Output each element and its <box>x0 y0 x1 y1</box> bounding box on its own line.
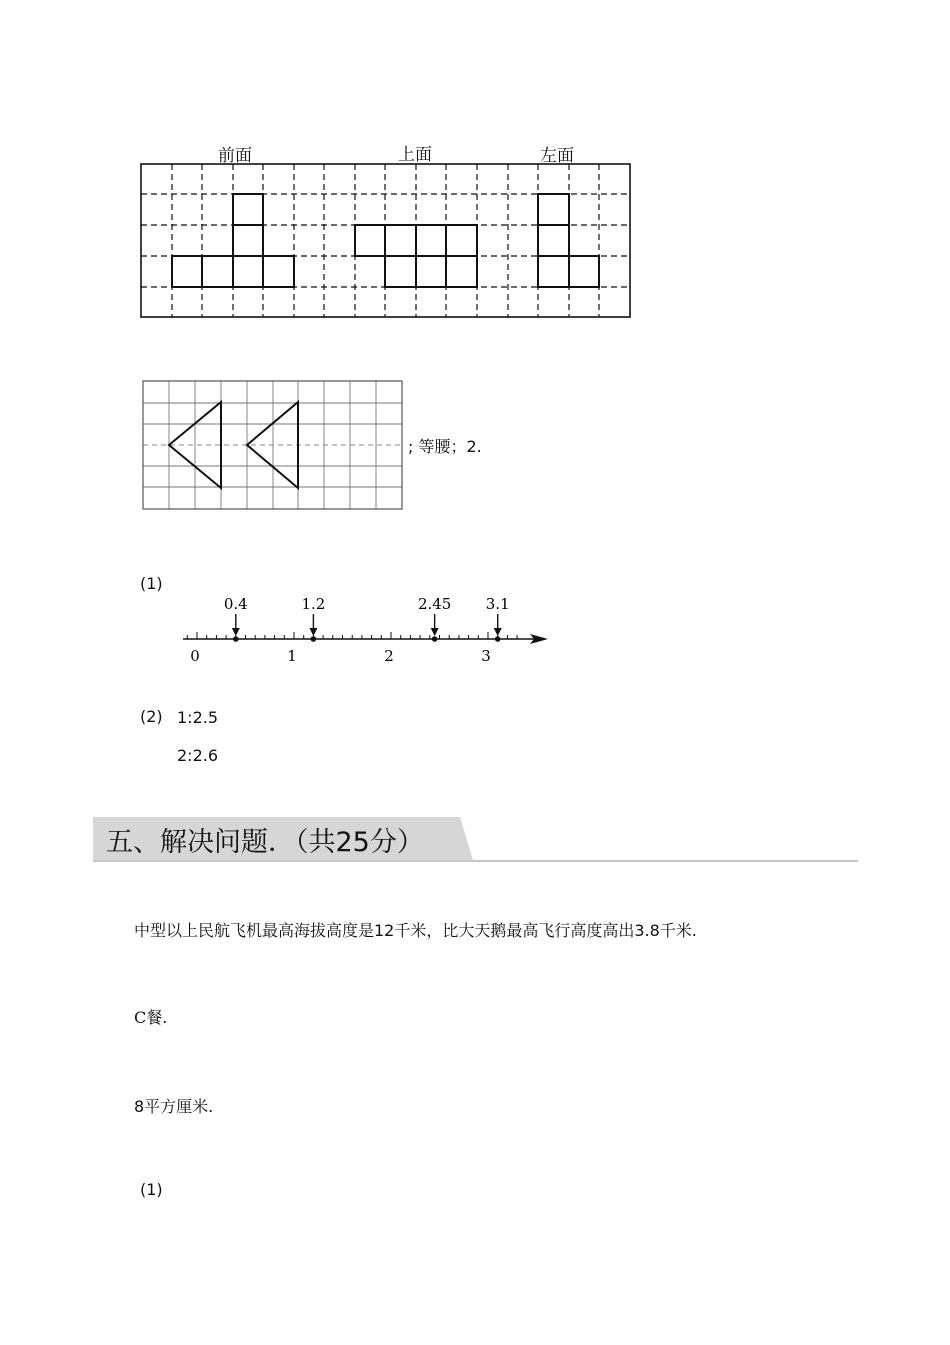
tick-label: 3 <box>481 647 491 665</box>
point-marker <box>486 595 510 642</box>
answer-4-label: (1) <box>140 1180 163 1199</box>
point-arrow-head <box>431 628 439 636</box>
point-arrow-head <box>232 628 240 636</box>
section-title: 五、解决问题．（共25分） <box>106 827 424 858</box>
part2-line2: 2:2.6 <box>177 746 219 765</box>
point-marker <box>224 595 248 642</box>
top-view-label: 上面 <box>398 145 432 165</box>
tick-label: 2 <box>384 647 394 665</box>
left-view-label: 左面 <box>540 146 574 166</box>
point-dot <box>233 636 239 642</box>
point-arrow-head <box>309 628 317 636</box>
point-arrow-head <box>494 628 502 636</box>
point-label: 3.1 <box>485 595 510 613</box>
point-marker <box>301 595 325 642</box>
point-dot <box>311 636 317 642</box>
tick-label: 1 <box>287 647 297 665</box>
point-dot <box>432 636 438 642</box>
answer-3: 8平方厘米. <box>134 1097 214 1116</box>
point-label: 0.4 <box>223 595 248 613</box>
part1-label: (1) <box>140 574 163 593</box>
part2-label: (2) <box>140 707 163 726</box>
tick-label: 0 <box>190 647 200 665</box>
point-marker <box>418 595 451 642</box>
point-dot <box>495 636 501 642</box>
answer-1: 中型以上民航飞机最高海拔高度是12千米，比大天鹅最高飞行高度高出3.8千米. <box>134 921 697 940</box>
triangle-grid <box>0 370 420 520</box>
point-label: 1.2 <box>301 595 326 613</box>
front-view-label: 前面 <box>218 146 252 166</box>
point-label: 2.45 <box>417 595 452 613</box>
triangle-answer: ; 等腰；2. <box>408 437 482 456</box>
three-view-grid <box>0 0 950 340</box>
answer-2: C餐. <box>134 1008 168 1027</box>
part2-line1: 1:2.5 <box>177 708 219 727</box>
number-line <box>0 585 600 680</box>
